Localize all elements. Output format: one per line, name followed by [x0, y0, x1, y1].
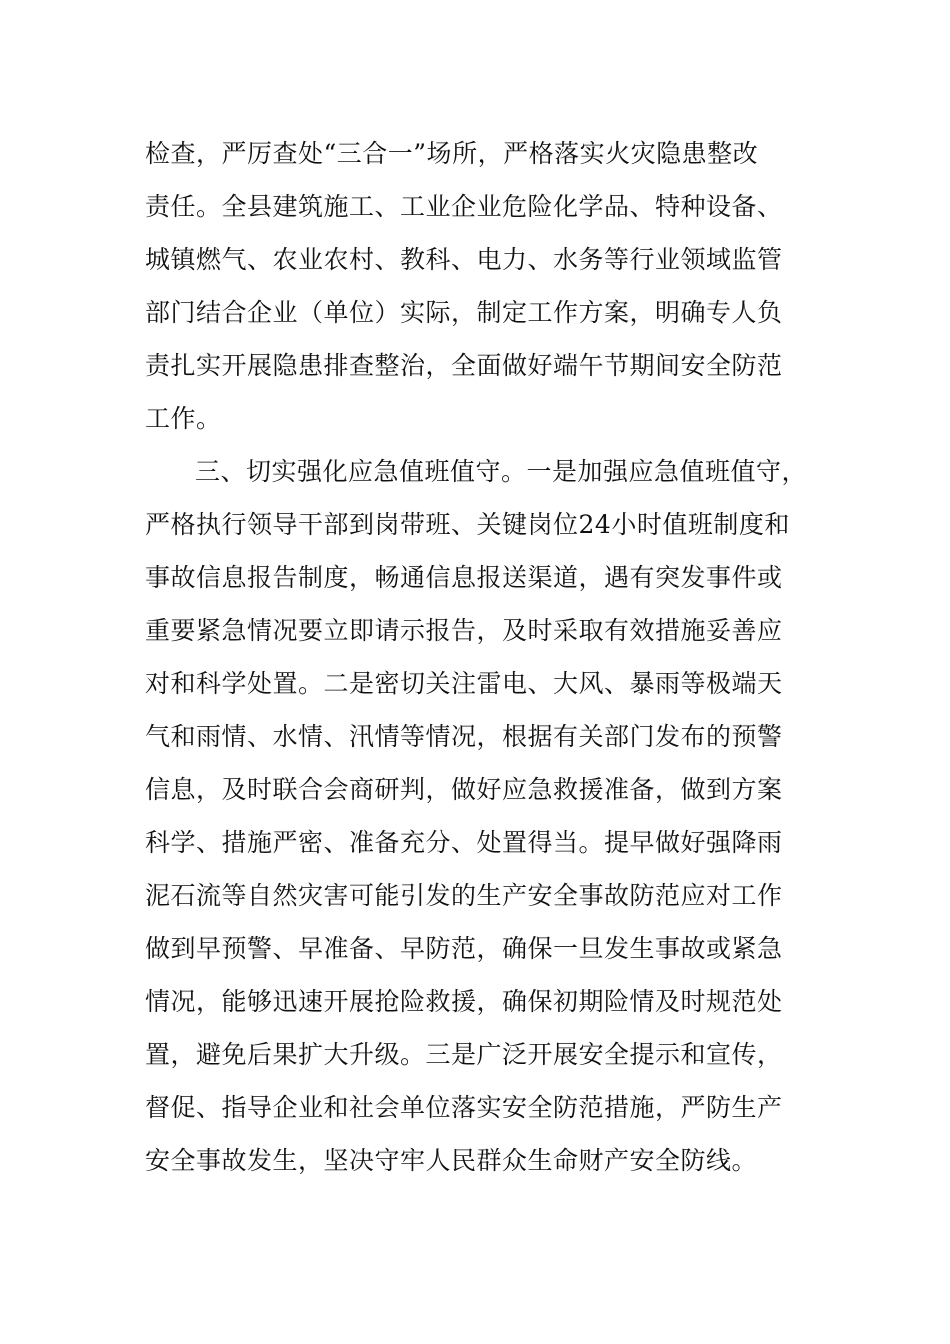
text-line: 做到早预警、早准备、早防范，确保一旦发生事故或紧急 [145, 934, 783, 963]
text-line: 督促、指导企业和社会单位落实安全防范措施，严防生产 [145, 1093, 783, 1122]
text-line: 检查，严厉查处“三合一”场所，严格落实火灾隐患整改 [145, 139, 759, 168]
section-heading-line: 三、切实强化应急值班值守。一是加强应急值班值守， [195, 457, 808, 486]
text-line: 情况，能够迅速开展抢险救援，确保初期险情及时规范处 [145, 987, 783, 1016]
text-line: 置，避免后果扩大升级。三是广泛开展安全提示和宣传， [145, 1040, 783, 1069]
text-line: 城镇燃气、农业农村、教科、电力、水务等行业领域监管 [145, 245, 783, 274]
text-line: 泥石流等自然灾害可能引发的生产安全事故防范应对工作 [145, 881, 783, 910]
text-line: 严格执行领导干部到岗带班、关键岗位24小时值班制度和 [145, 510, 790, 539]
body-text [145, 127, 810, 1187]
text-line: 科学、措施严密、准备充分、处置得当。提早做好强降雨 [145, 828, 783, 857]
text-line: 安全事故发生，坚决守牢人民群众生命财产安全防线。 [145, 1146, 758, 1175]
text-line: 责扎实开展隐患排查整治，全面做好端午节期间安全防范 [145, 351, 783, 380]
text-line: 信息，及时联合会商研判，做好应急救援准备，做到方案 [145, 775, 783, 804]
text-line: 事故信息报告制度，畅通信息报送渠道，遇有突发事件或 [145, 563, 783, 592]
text-line: 部门结合企业（单位）实际，制定工作方案，明确专人负 [145, 298, 783, 327]
text-line: 气和雨情、水情、汛情等情况，根据有关部门发布的预警 [145, 722, 783, 751]
text-line: 责任。全县建筑施工、工业企业危险化学品、特种设备、 [145, 192, 783, 221]
text-line: 对和科学处置。二是密切关注雷电、大风、暴雨等极端天 [145, 669, 783, 698]
text-line: 工作。 [145, 404, 222, 433]
text-line: 重要紧急情况要立即请示报告，及时采取有效措施妥善应 [145, 616, 783, 645]
